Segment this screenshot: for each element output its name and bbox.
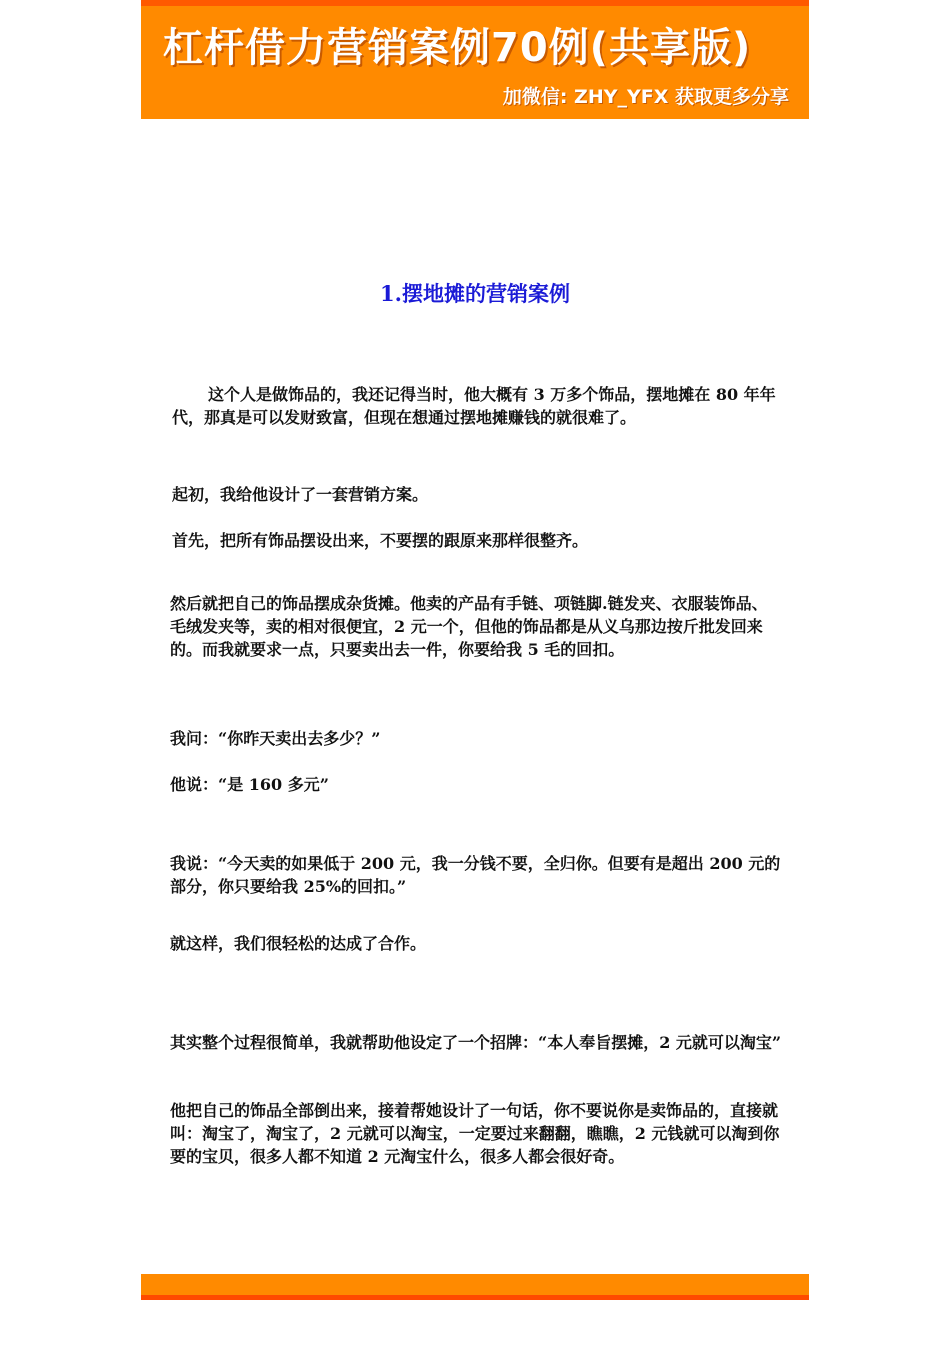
paragraph-intro: 这个人是做饰品的，我还记得当时，他大概有 3 万多个饰品，摆地摊在 80 年年代，那真是可以发财致富，但现在想通过摆地摊赚钱的就很难了。	[172, 385, 776, 427]
paragraph-slogan: 他把自己的饰品全部倒出来，接着帮她设计了一句话，你不要说你是卖饰品的，直接就叫：淘宝了，淘宝了，2 元就可以淘宝，一定要过来翻翻，瞧瞧，2 元钱就可以淘到你要的宝贝，很多人都不知道 2 元淘宝什么，很多人都会很好奇。	[170, 1101, 780, 1166]
page-title: 1.摆地摊的营销案例	[380, 281, 570, 306]
footer-bar	[141, 1274, 809, 1300]
paragraph-stall: 然后就把自己的饰品摆成杂货摊。他卖的产品有手链、项链脚.链发夹、衣服装饰品、毛绒发夹等，卖的相对很便宜，2 元一个，但他的饰品都是从义乌那边按斤批发回来的。而我就要求一点，只要卖出去一件，你要给我 5 毛的回扣。	[170, 594, 768, 659]
paragraph-question: 我问：“你昨天卖出去多少？”	[170, 729, 381, 748]
paragraph-sign: 其实整个过程很简单，我就帮助他设定了一个招牌：“本人奉旨摆摊，2 元就可以淘宝”	[170, 1033, 782, 1052]
paragraph-plan: 起初，我给他设计了一套营销方案。	[172, 485, 429, 504]
header-banner	[141, 0, 809, 119]
paragraph-agreement: 就这样，我们很轻松的达成了合作。	[170, 934, 427, 953]
paragraph-offer: 我说：“今天卖的如果低于 200 元，我一分钱不要，全归你。但要有是超出 200 元的部分，你只要给我 25%的回扣。”	[170, 854, 781, 896]
banner-subtitle: 加微信: ZHY_YFX 获取更多分享	[502, 86, 789, 108]
banner-title: 杠杆借力营销案例70例(共享版)	[163, 25, 752, 71]
paragraph-answer: 他说：“是 160 多元”	[170, 775, 329, 794]
paragraph-first-step: 首先，把所有饰品摆设出来，不要摆的跟原来那样很整齐。	[172, 531, 589, 550]
